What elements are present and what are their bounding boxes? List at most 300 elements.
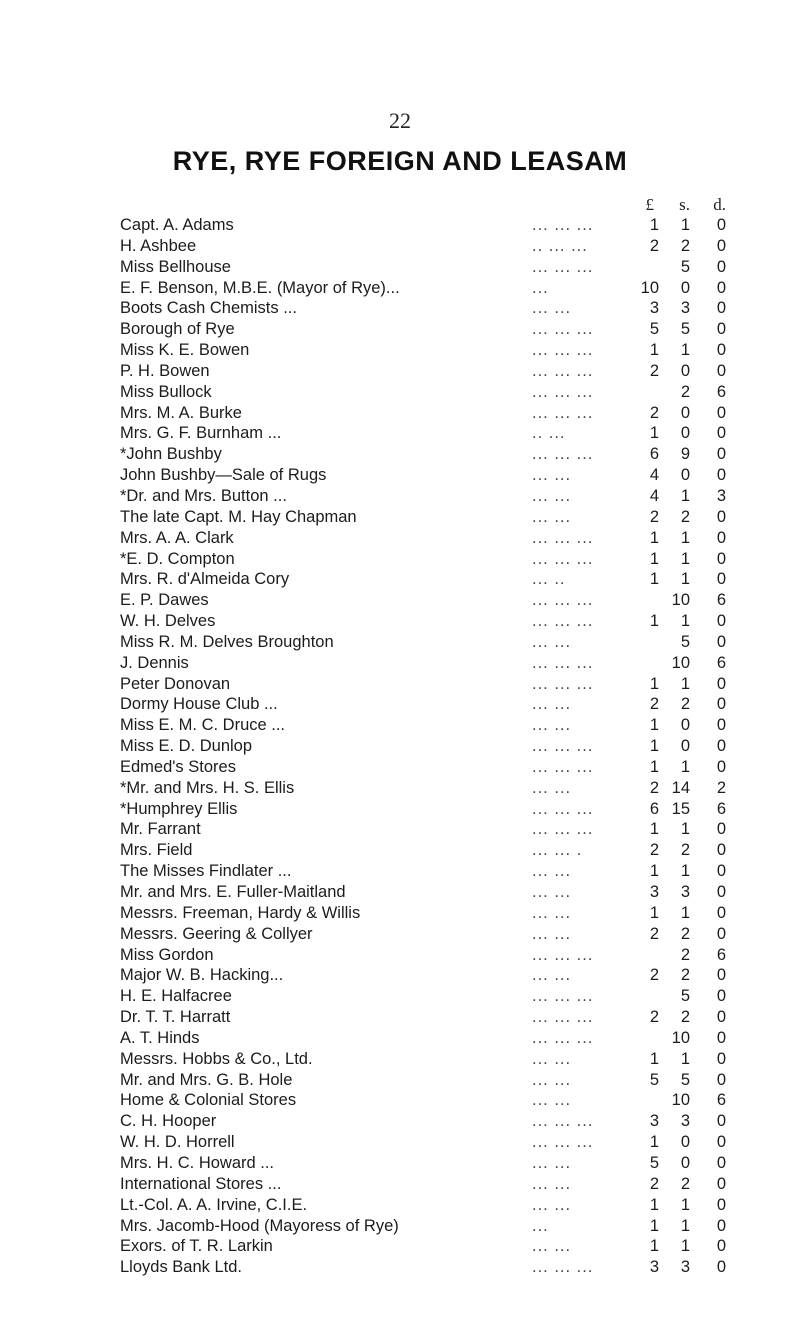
amount-pence: 0 xyxy=(716,361,726,380)
subscriber-name: Mrs. G. F. Burnham ... xyxy=(120,424,282,443)
subscriber-name: Boots Cash Chemists ... xyxy=(120,299,297,318)
amount-shillings: 10 xyxy=(671,1091,690,1110)
subscription-list xyxy=(0,215,800,1278)
amount-pence: 0 xyxy=(716,924,726,943)
amount-pence: 0 xyxy=(716,549,726,568)
list-item xyxy=(0,945,800,966)
amount-pence: 0 xyxy=(716,820,726,839)
amount-pence: 0 xyxy=(716,674,726,693)
dot-leader: ... ... ... xyxy=(532,945,594,964)
amount-pounds: 1 xyxy=(649,549,659,568)
amount-shillings: 2 xyxy=(680,382,690,401)
subscriber-name: Capt. A. Adams xyxy=(120,216,234,234)
amount-shillings: 1 xyxy=(680,820,690,839)
amount-shillings: 0 xyxy=(680,716,690,735)
amount-pence: 0 xyxy=(716,278,726,297)
list-item xyxy=(0,444,800,465)
amount-shillings: 1 xyxy=(680,757,690,776)
pence-header: d. xyxy=(713,195,726,214)
list-item xyxy=(0,298,800,319)
list-item xyxy=(0,611,800,632)
dot-leader: ... ... ... xyxy=(532,820,594,839)
amount-pence: 0 xyxy=(716,424,726,443)
amount-shillings: 2 xyxy=(680,841,690,860)
subscriber-name: J. Dennis xyxy=(120,653,189,672)
amount-pounds: 1 xyxy=(649,1195,659,1214)
subscriber-name: Messrs. Hobbs & Co., Ltd. xyxy=(120,1049,313,1068)
amount-pounds: 5 xyxy=(649,1153,659,1172)
dot-leader: ... ... xyxy=(532,924,572,943)
amount-pounds: 6 xyxy=(649,445,659,464)
list-item xyxy=(0,965,800,986)
amount-pounds: 4 xyxy=(649,486,659,505)
list-item xyxy=(0,840,800,861)
amount-pounds: 2 xyxy=(649,966,659,985)
amount-pounds: 1 xyxy=(649,757,659,776)
amount-shillings: 3 xyxy=(680,1258,690,1277)
list-item xyxy=(0,1195,800,1216)
amount-shillings: 10 xyxy=(671,653,690,672)
amount-shillings: 1 xyxy=(680,612,690,631)
amount-shillings: 2 xyxy=(680,1174,690,1193)
amount-shillings: 1 xyxy=(680,216,690,234)
amount-pence: 6 xyxy=(716,653,726,672)
subscriber-name: W. H. D. Horrell xyxy=(120,1133,235,1152)
subscriber-name: Mrs. M. A. Burke xyxy=(120,403,242,422)
amount-shillings: 1 xyxy=(680,528,690,547)
amount-pounds: 2 xyxy=(649,1008,659,1027)
dot-leader: ... ... xyxy=(532,966,572,985)
amount-pence: 0 xyxy=(716,1195,726,1214)
subscriber-name: H. E. Halfacree xyxy=(120,987,232,1006)
list-item xyxy=(0,507,800,528)
subscriber-name: E. P. Dawes xyxy=(120,591,209,610)
amount-pence: 0 xyxy=(716,1133,726,1152)
amount-pounds: 3 xyxy=(649,299,659,318)
amount-shillings: 1 xyxy=(680,549,690,568)
subscriber-name: Borough of Rye xyxy=(120,320,235,339)
page-number: 22 xyxy=(389,108,411,133)
amount-pounds: 1 xyxy=(649,341,659,360)
dot-leader: ... ... xyxy=(532,1091,572,1110)
amount-pounds: 1 xyxy=(649,1133,659,1152)
amount-pounds: 1 xyxy=(649,820,659,839)
amount-shillings: 5 xyxy=(680,987,690,1006)
amount-shillings: 0 xyxy=(680,403,690,422)
amount-pence: 0 xyxy=(716,1028,726,1047)
amount-pence: 0 xyxy=(716,216,726,234)
dot-leader: ... ... xyxy=(532,695,572,714)
amount-pence: 0 xyxy=(716,445,726,464)
dot-leader: ... ... xyxy=(532,299,572,318)
list-item xyxy=(0,549,800,570)
subscriber-name: *Dr. and Mrs. Button ... xyxy=(120,486,287,505)
amount-pence: 0 xyxy=(716,320,726,339)
amount-shillings: 2 xyxy=(680,507,690,526)
amount-pence: 0 xyxy=(716,1112,726,1131)
amount-pounds: 2 xyxy=(649,507,659,526)
amount-shillings: 1 xyxy=(680,1049,690,1068)
amount-shillings: 2 xyxy=(680,924,690,943)
amount-pence: 0 xyxy=(716,257,726,276)
amount-pounds: 3 xyxy=(649,1258,659,1277)
amount-pence: 0 xyxy=(716,612,726,631)
list-item xyxy=(0,382,800,403)
amount-pounds: 4 xyxy=(649,466,659,485)
list-item xyxy=(0,486,800,507)
dot-leader: ... ... xyxy=(532,1070,572,1089)
amount-pence: 6 xyxy=(716,799,726,818)
amount-pence: 0 xyxy=(716,841,726,860)
list-item xyxy=(0,590,800,611)
amount-shillings: 1 xyxy=(680,862,690,881)
list-item xyxy=(0,1090,800,1111)
subscriber-name: Messrs. Geering & Collyer xyxy=(120,924,313,943)
subscriber-name: Dormy House Club ... xyxy=(120,695,278,714)
dot-leader: ... ... ... xyxy=(532,341,594,360)
subscriber-name: *E. D. Compton xyxy=(120,549,235,568)
amount-shillings: 0 xyxy=(680,1133,690,1152)
amount-shillings: 2 xyxy=(680,966,690,985)
list-item xyxy=(0,632,800,653)
amount-pounds: 2 xyxy=(649,1174,659,1193)
dot-leader: ... ... ... xyxy=(532,987,594,1006)
amount-pence: 0 xyxy=(716,1237,726,1256)
amount-pounds: 2 xyxy=(649,403,659,422)
dot-leader: ... ... xyxy=(532,903,572,922)
list-item xyxy=(0,903,800,924)
amount-pounds: 1 xyxy=(649,612,659,631)
list-item xyxy=(0,1153,800,1174)
amount-pounds: 1 xyxy=(649,862,659,881)
subscriber-name: W. H. Delves xyxy=(120,612,216,631)
dot-leader: ... ... ... xyxy=(532,320,594,339)
amount-pounds: 5 xyxy=(649,320,659,339)
amount-pounds: 5 xyxy=(649,1070,659,1089)
amount-pounds: 1 xyxy=(649,424,659,443)
amount-pence: 0 xyxy=(716,883,726,901)
amount-shillings: 0 xyxy=(680,361,690,380)
list-item xyxy=(0,278,800,299)
amount-pounds: 2 xyxy=(649,361,659,380)
subscriber-name: P. H. Bowen xyxy=(120,361,210,380)
subscriber-name: Dr. T. T. Harratt xyxy=(120,1008,231,1027)
subscriber-name: H. Ashbee xyxy=(120,236,197,255)
subscriber-name: The Misses Findlater ... xyxy=(120,862,292,881)
list-item xyxy=(0,1132,800,1153)
list-item xyxy=(0,236,800,257)
dot-leader: ... ... xyxy=(532,1049,572,1068)
amount-pounds: 1 xyxy=(649,570,659,589)
amount-shillings: 1 xyxy=(680,486,690,505)
amount-pounds: 1 xyxy=(649,1216,659,1235)
subscriber-name: Miss E. D. Dunlop xyxy=(120,737,253,756)
list-item xyxy=(0,757,800,778)
subscriber-name: Miss Bullock xyxy=(120,382,212,401)
dot-leader: ... ... ... xyxy=(532,1028,594,1047)
amount-pounds: 3 xyxy=(649,883,659,901)
amount-shillings: 5 xyxy=(680,257,690,276)
dot-leader: ... ... ... xyxy=(532,403,594,422)
amount-shillings: 1 xyxy=(680,1195,690,1214)
list-item xyxy=(0,569,800,590)
amount-shillings: 0 xyxy=(680,278,690,297)
pounds-header: £ xyxy=(645,195,654,214)
dot-leader: ... ... ... xyxy=(532,361,594,380)
dot-leader: ... ... xyxy=(532,716,572,735)
amount-pounds: 1 xyxy=(649,737,659,756)
dot-leader: ... ... ... xyxy=(532,445,594,464)
amount-pounds: 2 xyxy=(649,236,659,255)
dot-leader: ... ... ... xyxy=(532,757,594,776)
amount-pence: 3 xyxy=(716,486,726,505)
list-item xyxy=(0,215,800,236)
amount-pounds: 1 xyxy=(649,528,659,547)
list-item xyxy=(0,1257,800,1278)
amount-shillings: 1 xyxy=(680,903,690,922)
list-item xyxy=(0,319,800,340)
dot-leader: ... ... ... xyxy=(532,1008,594,1027)
subscriber-name: Miss E. M. C. Druce ... xyxy=(120,716,286,735)
list-item xyxy=(0,819,800,840)
dot-leader: ... ... ... xyxy=(532,1112,594,1131)
amount-pence: 6 xyxy=(716,945,726,964)
amount-pounds: 1 xyxy=(649,903,659,922)
amount-pence: 0 xyxy=(716,862,726,881)
amount-shillings: 10 xyxy=(671,1028,690,1047)
amount-shillings: 1 xyxy=(680,674,690,693)
dot-leader: ... ... ... xyxy=(532,612,594,631)
subscriber-name: Miss R. M. Delves Broughton xyxy=(120,632,334,651)
amount-shillings: 2 xyxy=(680,945,690,964)
list-item xyxy=(0,403,800,424)
dot-leader: ... ... . xyxy=(532,841,583,860)
amount-shillings: 2 xyxy=(680,236,690,255)
amount-pence: 0 xyxy=(716,757,726,776)
subscriber-name: Mrs. A. A. Clark xyxy=(120,528,234,547)
amount-pence: 0 xyxy=(716,903,726,922)
list-item xyxy=(0,1174,800,1195)
dot-leader: ... ... xyxy=(532,862,572,881)
amount-shillings: 1 xyxy=(680,1216,690,1235)
subscriber-name: *Mr. and Mrs. H. S. Ellis xyxy=(120,778,295,797)
page-title: RYE, RYE FOREIGN AND LEASAM xyxy=(172,146,628,176)
amount-pence: 0 xyxy=(716,236,726,255)
amount-pence: 0 xyxy=(716,1174,726,1193)
dot-leader: ... ... ... xyxy=(532,549,594,568)
amount-pence: 0 xyxy=(716,1258,726,1277)
subscriber-name: International Stores ... xyxy=(120,1174,282,1193)
amount-shillings: 1 xyxy=(680,341,690,360)
amount-pounds: 1 xyxy=(649,716,659,735)
subscriber-name: Messrs. Freeman, Hardy & Willis xyxy=(120,903,361,922)
amount-pence: 0 xyxy=(716,570,726,589)
amount-pounds: 2 xyxy=(649,841,659,860)
dot-leader: ... xyxy=(532,278,549,297)
amount-shillings: 3 xyxy=(680,299,690,318)
amount-shillings: 0 xyxy=(680,424,690,443)
list-item xyxy=(0,882,800,903)
list-item xyxy=(0,340,800,361)
list-item xyxy=(0,361,800,382)
amount-pence: 0 xyxy=(716,1070,726,1089)
amount-pence: 0 xyxy=(716,695,726,714)
dot-leader: ... ... ... xyxy=(532,737,594,756)
subscriber-name: *Humphrey Ellis xyxy=(120,799,238,818)
list-item xyxy=(0,799,800,820)
dot-leader: ... ... xyxy=(532,466,572,485)
dot-leader: ... ... ... xyxy=(532,591,594,610)
amount-pence: 0 xyxy=(716,341,726,360)
list-item xyxy=(0,924,800,945)
amount-shillings: 2 xyxy=(680,1008,690,1027)
subscriber-name: *John Bushby xyxy=(120,445,222,464)
dot-leader: ... ... xyxy=(532,486,572,505)
subscriber-name: Lt.-Col. A. A. Irvine, C.I.E. xyxy=(120,1195,308,1214)
subscriber-name: Mrs. Jacomb-Hood (Mayoress of Rye) xyxy=(120,1216,399,1235)
dot-leader: ... xyxy=(532,1216,549,1235)
list-item xyxy=(0,1049,800,1070)
subscriber-name: Home & Colonial Stores xyxy=(120,1091,297,1110)
dot-leader: ... ... xyxy=(532,1195,572,1214)
dot-leader: ... ... ... xyxy=(532,1133,594,1152)
amount-pence: 0 xyxy=(716,1049,726,1068)
amount-pence: 0 xyxy=(716,528,726,547)
dot-leader: ... ... xyxy=(532,778,572,797)
subscriber-name: John Bushby—Sale of Rugs xyxy=(120,466,327,485)
list-item xyxy=(0,674,800,695)
subscriber-name: Edmed's Stores xyxy=(120,757,236,776)
amount-pence: 6 xyxy=(716,591,726,610)
subscriber-name: Mr. and Mrs. G. B. Hole xyxy=(120,1070,293,1089)
list-item xyxy=(0,423,800,444)
dot-leader: ... .. xyxy=(532,570,566,589)
subscriber-name: Lloyds Bank Ltd. xyxy=(120,1258,242,1277)
amount-shillings: 1 xyxy=(680,1237,690,1256)
dot-leader: ... ... xyxy=(532,507,572,526)
amount-shillings: 1 xyxy=(680,570,690,589)
dot-leader: ... ... xyxy=(532,1153,572,1172)
amount-shillings: 3 xyxy=(680,883,690,901)
dot-leader: ... ... xyxy=(532,632,572,651)
amount-shillings: 5 xyxy=(680,632,690,651)
shillings-header: s. xyxy=(679,195,690,214)
amount-shillings: 15 xyxy=(671,799,690,818)
amount-pence: 0 xyxy=(716,987,726,1006)
dot-leader: ... ... ... xyxy=(532,799,594,818)
dot-leader: ... ... ... xyxy=(532,1258,594,1277)
dot-leader: .. ... xyxy=(532,424,566,443)
subscriber-name: Mrs. Field xyxy=(120,841,193,860)
amount-pounds: 1 xyxy=(649,674,659,693)
dot-leader: ... ... xyxy=(532,1174,572,1193)
amount-pence: 0 xyxy=(716,632,726,651)
amount-pence: 0 xyxy=(716,403,726,422)
amount-shillings: 0 xyxy=(680,1153,690,1172)
list-item xyxy=(0,778,800,799)
amount-shillings: 5 xyxy=(680,1070,690,1089)
list-item xyxy=(0,861,800,882)
amount-pence: 0 xyxy=(716,1153,726,1172)
list-item xyxy=(0,1028,800,1049)
amount-pence: 0 xyxy=(716,299,726,318)
dot-leader: ... ... xyxy=(532,1237,572,1256)
amount-shillings: 0 xyxy=(680,466,690,485)
list-item xyxy=(0,694,800,715)
subscriber-name: Mrs. H. C. Howard ... xyxy=(120,1153,275,1172)
dot-leader: .. ... ... xyxy=(532,236,588,255)
list-item xyxy=(0,1070,800,1091)
amount-pence: 6 xyxy=(716,1091,726,1110)
amount-shillings: 9 xyxy=(680,445,690,464)
subscriber-name: Miss Gordon xyxy=(120,945,214,964)
amount-pence: 0 xyxy=(716,507,726,526)
amount-pounds: 6 xyxy=(649,799,659,818)
subscriber-name: Mr. Farrant xyxy=(120,820,201,839)
subscriber-name: A. T. Hinds xyxy=(120,1028,200,1047)
list-item xyxy=(0,1007,800,1028)
amount-pence: 0 xyxy=(716,716,726,735)
list-item xyxy=(0,257,800,278)
dot-leader: ... ... ... xyxy=(532,674,594,693)
list-item xyxy=(0,986,800,1007)
amount-pounds: 10 xyxy=(640,278,659,297)
amount-pounds: 2 xyxy=(649,778,659,797)
amount-shillings: 5 xyxy=(680,320,690,339)
subscriber-name: Miss K. E. Bowen xyxy=(120,341,250,360)
dot-leader: ... ... ... xyxy=(532,528,594,547)
amount-pence: 0 xyxy=(716,1216,726,1235)
subscriber-name: Exors. of T. R. Larkin xyxy=(120,1237,273,1256)
list-item xyxy=(0,528,800,549)
amount-pounds: 2 xyxy=(649,695,659,714)
amount-pounds: 1 xyxy=(649,216,659,234)
amount-pence: 2 xyxy=(716,778,726,797)
amount-shillings: 2 xyxy=(680,695,690,714)
amount-pence: 6 xyxy=(716,382,726,401)
subscriber-name: The late Capt. M. Hay Chapman xyxy=(120,507,357,526)
amount-pence: 0 xyxy=(716,1008,726,1027)
amount-shillings: 10 xyxy=(671,591,690,610)
amount-pence: 0 xyxy=(716,466,726,485)
list-item xyxy=(0,465,800,486)
dot-leader: ... ... ... xyxy=(532,382,594,401)
amount-pounds: 1 xyxy=(649,1237,659,1256)
list-item xyxy=(0,1111,800,1132)
amount-pence: 0 xyxy=(716,737,726,756)
subscriber-name: Miss Bellhouse xyxy=(120,257,231,276)
subscriber-name: Peter Donovan xyxy=(120,674,231,693)
amount-pounds: 2 xyxy=(649,924,659,943)
list-item xyxy=(0,736,800,757)
list-item xyxy=(0,715,800,736)
dot-leader: ... ... xyxy=(532,883,572,901)
amount-shillings: 0 xyxy=(680,737,690,756)
dot-leader: ... ... ... xyxy=(532,216,594,234)
amount-pounds: 1 xyxy=(649,1049,659,1068)
dot-leader: ... ... ... xyxy=(532,653,594,672)
subscriber-name: E. F. Benson, M.B.E. (Mayor of Rye)... xyxy=(120,278,400,297)
subscriber-name: C. H. Hooper xyxy=(120,1112,217,1131)
dot-leader: ... ... ... xyxy=(532,257,594,276)
subscriber-name: Mrs. R. d'Almeida Cory xyxy=(120,570,290,589)
amount-shillings: 3 xyxy=(680,1112,690,1131)
list-item xyxy=(0,1236,800,1257)
amount-shillings: 14 xyxy=(671,778,690,797)
amount-pounds: 3 xyxy=(649,1112,659,1131)
list-item xyxy=(0,653,800,674)
list-item xyxy=(0,1216,800,1237)
